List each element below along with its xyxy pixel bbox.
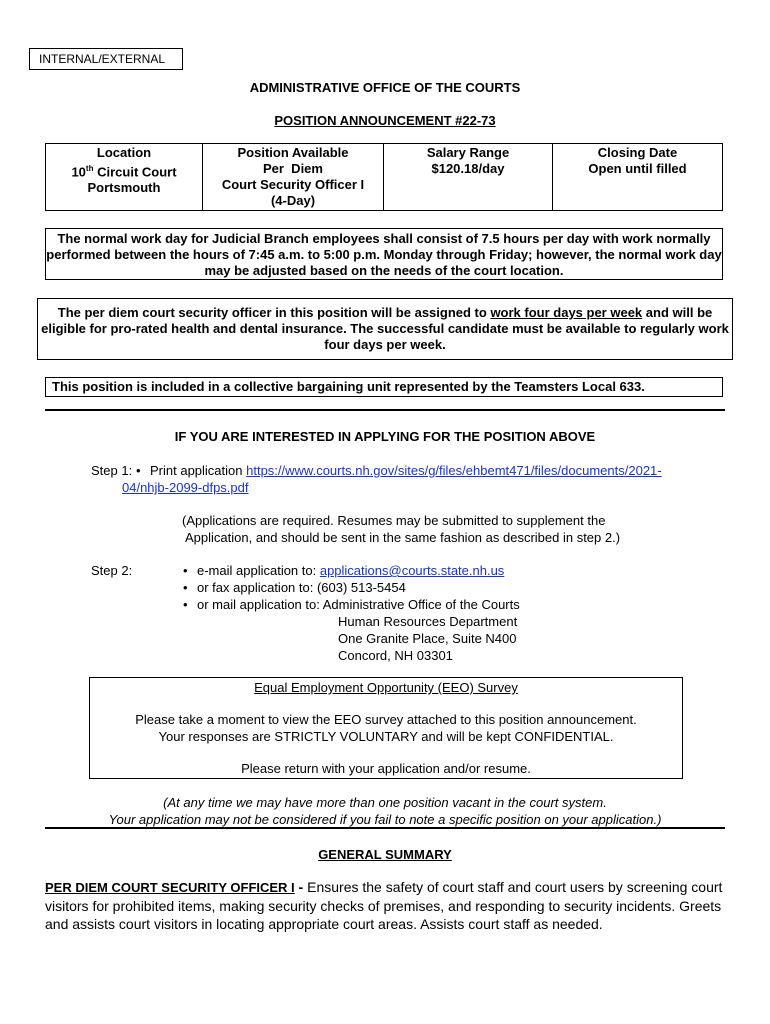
closing-cell bbox=[553, 144, 723, 211]
position-cell bbox=[203, 144, 384, 211]
step2-fax bbox=[183, 579, 406, 596]
eeo-line3: Please return with your application and/or resume. bbox=[241, 761, 531, 776]
step1-link-continuation bbox=[122, 479, 248, 496]
position-title: Court Security Officer I bbox=[221, 177, 365, 192]
position-schedule: (4-Day) bbox=[270, 193, 316, 208]
divider bbox=[45, 409, 725, 411]
closing-header: Closing Date bbox=[597, 145, 678, 160]
address-line-2: One Granite Place, Suite N400 bbox=[338, 631, 517, 646]
position-table-row bbox=[46, 144, 723, 211]
summary-title: PER DIEM COURT SECURITY OFFICER I bbox=[45, 880, 295, 895]
address-line-1: Human Resources Department bbox=[338, 614, 518, 629]
position-table bbox=[45, 143, 723, 211]
per-diem-notice-text: The per diem court security officer in this position will be assigned to bbox=[57, 305, 491, 320]
apply-heading: IF YOU ARE INTERESTED IN APPLYING FOR THE POSITION ABOVE bbox=[174, 429, 596, 444]
general-summary-heading: GENERAL SUMMARY bbox=[318, 847, 452, 862]
divider bbox=[45, 827, 725, 829]
location-court-suffix: th bbox=[85, 164, 94, 173]
vacancy-note-line1: (At any time we may have more than one position vacant in the court system. bbox=[163, 795, 607, 810]
summary-body: Ensures the safety of court staff and court users by screening court visitors for prohibited items, making security checks of premises, and responding to security incidents. Greets and assists court visitors in locating appropriate court areas. Assists court staff as needed. bbox=[45, 879, 723, 932]
email-link[interactable]: applications@courts.state.nh.us bbox=[319, 563, 505, 578]
internal-external-tag: INTERNAL/EXTERNAL bbox=[29, 48, 183, 70]
vacancy-note-line2: Your application may not be considered if you fail to note a specific position on your application.) bbox=[108, 812, 662, 827]
step1-label: Step 1: bbox=[91, 463, 133, 478]
step2-label: Step 2: bbox=[91, 563, 133, 578]
eeo-line1: Please take a moment to view the EEO survey attached to this position announcement. bbox=[135, 712, 637, 727]
step1-bullet: • bbox=[136, 463, 141, 478]
email-text: e-mail application to: bbox=[197, 563, 320, 578]
application-link-end[interactable]: 04/nhjb-2099-dfps.pdf bbox=[122, 480, 249, 495]
location-court-name: Circuit Court bbox=[93, 164, 177, 180]
location-court bbox=[50, 161, 198, 180]
mail-text: or mail application to: Administrative Office of the Courts bbox=[197, 597, 520, 612]
location-city: Portsmouth bbox=[87, 180, 161, 196]
per-diem-notice-text-end: and will be eligible for pro-rated health and dental insurance. The successful candidate must be available to regularly work four days per week. bbox=[41, 305, 729, 352]
location-court-number: 10 bbox=[71, 164, 86, 180]
salary-cell bbox=[384, 144, 553, 211]
general-summary-text bbox=[45, 878, 725, 933]
closing-value: Open until filled bbox=[588, 161, 687, 176]
fax-text: or fax application to: (603) 513-5454 bbox=[197, 580, 406, 595]
eeo-line2: Your responses are STRICTLY VOLUNTARY and will be kept CONFIDENTIAL. bbox=[158, 729, 614, 744]
bullet-icon: • bbox=[183, 597, 188, 612]
announcement-number bbox=[0, 113, 770, 128]
office-title: ADMINISTRATIVE OFFICE OF THE COURTS bbox=[249, 80, 521, 95]
step1-note-line1: (Applications are required. Resumes may be submitted to supplement the bbox=[182, 513, 606, 528]
workday-notice: The normal work day for Judicial Branch employees shall consist of 7.5 hours per day with work normally performed between the hours of 7:45 a.m. to 5:00 p.m. Monday through Friday; however, the normal work day may be adjusted based on the needs of the court location. bbox=[45, 228, 723, 280]
location-cell bbox=[46, 144, 203, 211]
step1-note-line2: Application, and should be sent in the same fashion as described in step 2.) bbox=[185, 530, 621, 545]
application-link[interactable]: https://www.courts.nh.gov/sites/g/files/ehbemt471/files/documents/2021- bbox=[246, 463, 662, 478]
summary-dash: - bbox=[294, 879, 308, 895]
union-notice: This position is included in a collective bargaining unit represented by the Teamsters Local 633. bbox=[45, 377, 723, 397]
per-diem-notice bbox=[37, 298, 733, 360]
salary-value: $120.18/day bbox=[431, 161, 505, 176]
per-diem-notice-emphasis: work four days per week bbox=[490, 305, 643, 320]
step1-text: Print application bbox=[150, 463, 247, 478]
eeo-title: Equal Employment Opportunity (EEO) Survey bbox=[254, 680, 518, 695]
position-header: Position Available bbox=[237, 145, 349, 160]
step2-email bbox=[183, 562, 504, 579]
position-type: Per Diem bbox=[263, 161, 323, 176]
address-line-3: Concord, NH 03301 bbox=[338, 648, 453, 663]
step2-mail bbox=[183, 596, 520, 613]
location-header: Location bbox=[96, 145, 152, 160]
bullet-icon: • bbox=[183, 580, 188, 595]
step1-line bbox=[150, 462, 725, 479]
salary-header: Salary Range bbox=[426, 145, 510, 160]
eeo-survey-box bbox=[89, 677, 683, 779]
bullet-icon: • bbox=[183, 563, 188, 578]
announcement-text: POSITION ANNOUNCEMENT #22-73 bbox=[274, 113, 496, 128]
